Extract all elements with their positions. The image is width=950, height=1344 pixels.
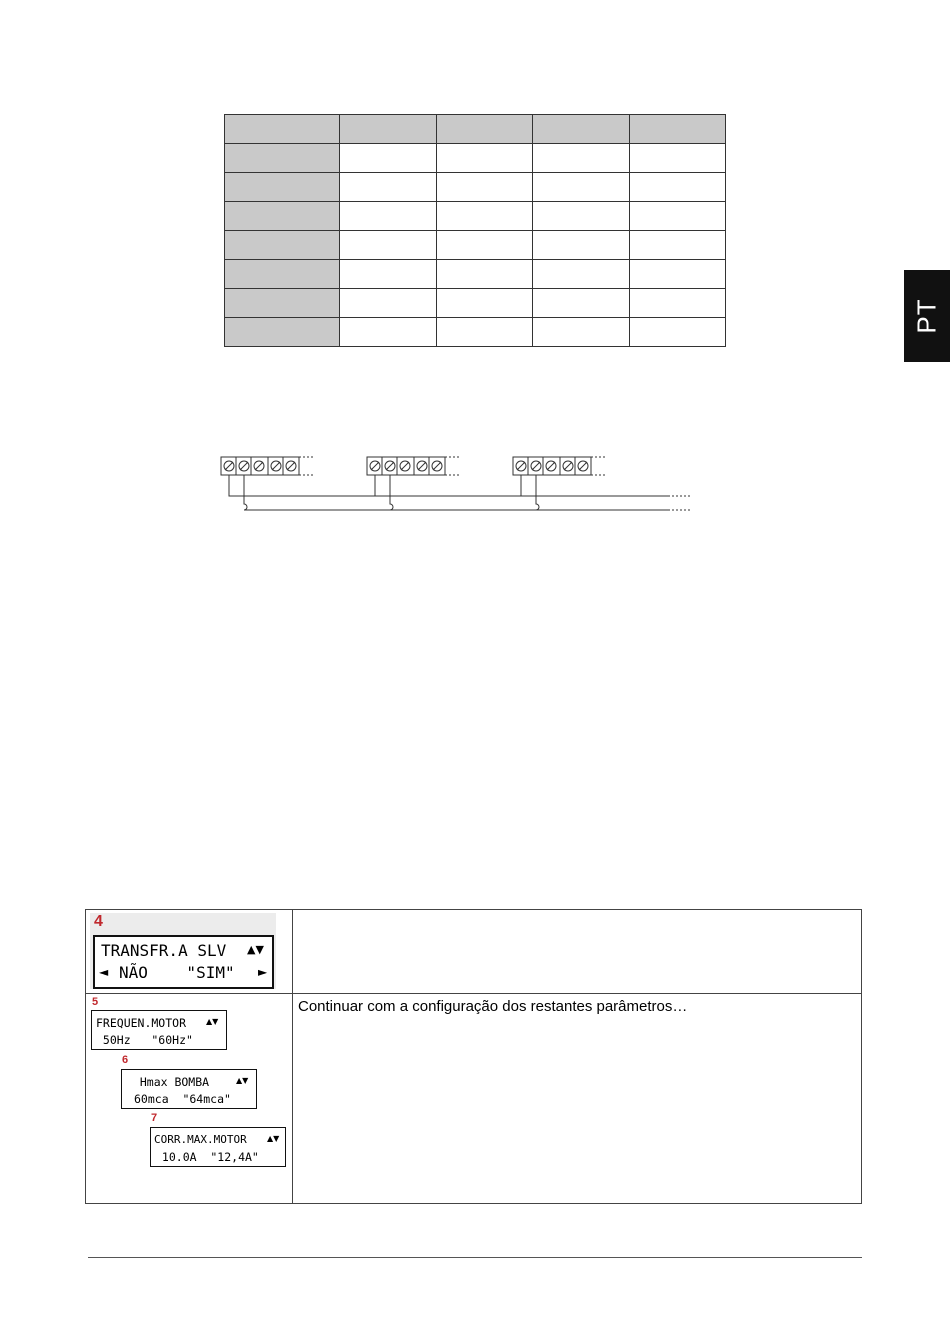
lcd-line-1: CORR.MAX.MOTOR <box>154 1133 247 1146</box>
lcd-line-1: FREQUEN.MOTOR <box>96 1016 187 1030</box>
configuration-steps-table <box>85 909 862 1204</box>
step-number: 7 <box>151 1112 158 1124</box>
lcd-display <box>93 935 274 989</box>
up-down-arrows-icon: ▲▼ <box>267 1134 280 1143</box>
step-number: 4 <box>94 913 103 930</box>
lcd-display <box>121 1069 257 1109</box>
table-header-row <box>225 115 726 144</box>
terminal-block <box>221 457 313 475</box>
lcd-line-1: Hmax BOMBA <box>126 1075 210 1089</box>
up-down-arrows-icon: ▲▼ <box>247 943 264 956</box>
table-row <box>225 260 726 289</box>
step-5-description: Continuar com a configuração dos restantes parâmetros… <box>298 998 688 1015</box>
table-row <box>225 144 726 173</box>
up-down-arrows-icon: ▲▼ <box>206 1017 219 1026</box>
terminal-wiring-diagram <box>216 452 696 518</box>
step-4-display <box>90 913 276 989</box>
up-down-arrows-icon: ▲▼ <box>236 1076 249 1085</box>
table-row <box>225 173 726 202</box>
table-row <box>225 318 726 347</box>
lcd-display <box>91 1010 227 1050</box>
lcd-display <box>150 1127 286 1167</box>
bus-wire <box>229 475 668 496</box>
right-arrow-icon: ► <box>258 965 268 979</box>
table-row <box>225 231 726 260</box>
step-number: 5 <box>92 996 99 1008</box>
parameter-grid-table <box>224 114 726 347</box>
footer-divider <box>88 1257 862 1258</box>
lcd-line-1: TRANSFR.A SLV <box>101 941 227 960</box>
bus-wire <box>244 475 668 510</box>
lcd-line-2: 60mca "64mca" <box>134 1092 231 1106</box>
lcd-line-2: 10.0A "12,4A" <box>155 1150 259 1164</box>
bus-wire <box>536 475 539 510</box>
table-row <box>225 202 726 231</box>
left-arrow-icon: ◄ <box>99 965 109 979</box>
lcd-line-2: NÃO "SIM" <box>119 963 235 982</box>
step-number: 6 <box>122 1054 129 1066</box>
lcd-line-2: 50Hz "60Hz" <box>96 1033 193 1047</box>
terminal-block <box>513 457 605 475</box>
bus-wire <box>390 475 393 510</box>
terminal-block <box>367 457 459 475</box>
table-row <box>225 289 726 318</box>
language-tab-label: PT <box>911 298 942 334</box>
language-tab <box>904 270 950 362</box>
